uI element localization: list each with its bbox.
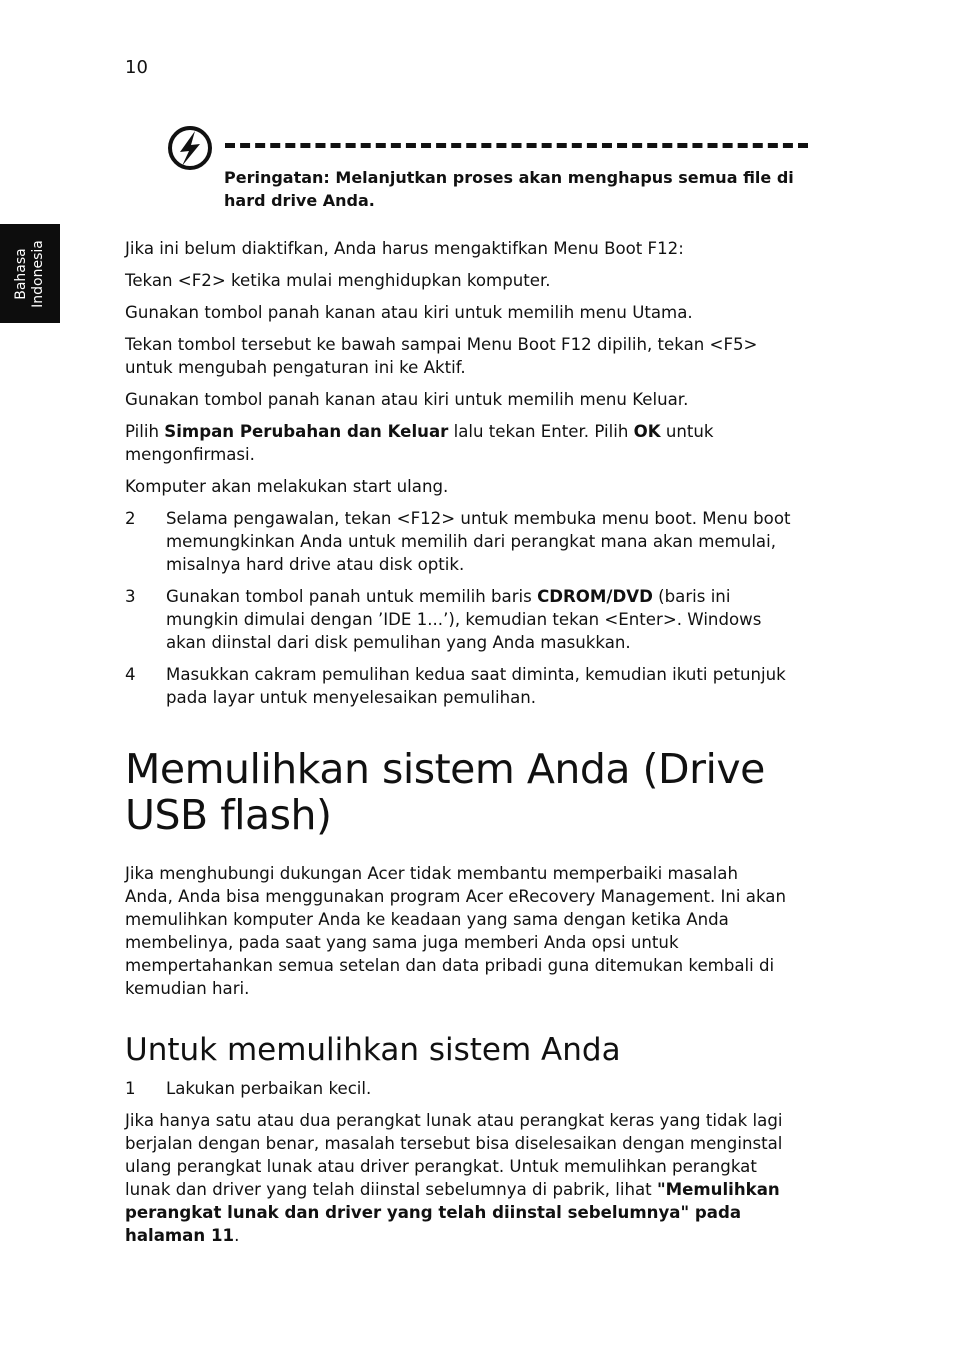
- language-side-tab-label: Bahasa Indonesia: [13, 240, 46, 308]
- cross-reference-link[interactable]: "Memulihkan: [656, 1180, 780, 1199]
- intro-paragraph: Jika ini belum diaktifkan, Anda harus mengaktifkan Menu Boot F12:: [125, 239, 684, 258]
- lightning-warning-icon: [167, 125, 213, 171]
- warning-text: Peringatan: Melanjutkan proses akan menghapus semua file di hard drive Anda.: [224, 168, 794, 210]
- subsection-heading: Untuk memulihkan sistem Anda: [125, 1032, 621, 1068]
- final-paragraph: Jika hanya satu atau dua perangkat lunak atau perangkat keras yang tidak lagi berjalan dengan benar, masalah tersebut bisa diselesaikan dengan menginstal ulang perangkat lunak atau driver perangkat. Untuk memulihkan perangkat lunak dan driver yang telah diinstal sebelumnya di pabrik, lihat "Memulihkan perangkat lunak dan driver yang telah diinstal sebelumnya" pada halaman 11.: [125, 1111, 783, 1245]
- intro-paragraph: Pilih Simpan Perubahan dan Keluar lalu tekan Enter. Pilih OK untuk mengonfirmasi.: [125, 422, 714, 464]
- intro-paragraph: Gunakan tombol panah kanan atau kiri untuk memilih menu Keluar.: [125, 390, 689, 409]
- warning-divider: [225, 143, 808, 148]
- intro-paragraph: Komputer akan melakukan start ulang.: [125, 477, 449, 496]
- language-side-tab: [0, 224, 60, 323]
- numbered-step: 2 Selama pengawalan, tekan <F12> untuk membuka menu boot. Menu boot memungkinkan Anda untuk memilih dari perangkat mana akan memulai, misalnya hard drive atau disk optik.: [125, 509, 791, 574]
- cross-reference-link[interactable]: perangkat lunak dan driver yang telah diinstal sebelumnya" pada halaman 11: [125, 1203, 742, 1245]
- main-content: [125, 237, 815, 1256]
- numbered-step: 3 Gunakan tombol panah untuk memilih baris CDROM/DVD (baris ini mungkin dimulai dengan ’IDE 1...’), kemudian tekan <Enter>. Windows akan diinstal dari disk pemulihan yang Anda masukkan.: [125, 587, 762, 652]
- intro-paragraph: Gunakan tombol panah kanan atau kiri untuk memilih menu Utama.: [125, 303, 693, 322]
- section-heading: Memulihkan sistem Anda (Drive USB flash): [125, 745, 765, 839]
- numbered-step: 1 Lakukan perbaikan kecil.: [125, 1079, 372, 1098]
- numbered-step: 4 Masukkan cakram pemulihan kedua saat diminta, kemudian ikuti petunjuk pada layar untuk menyelesaikan pemulihan.: [125, 665, 786, 707]
- page-number: 10: [125, 57, 148, 78]
- intro-paragraph: Tekan <F2> ketika mulai menghidupkan komputer.: [125, 271, 551, 290]
- intro-paragraph: Tekan tombol tersebut ke bawah sampai Menu Boot F12 dipilih, tekan <F5> untuk mengubah pengaturan ini ke Aktif.: [125, 335, 758, 377]
- section-paragraph: Jika menghubungi dukungan Acer tidak membantu memperbaiki masalah Anda, Anda bisa menggunakan program Acer eRecovery Management. Ini akan memulihkan komputer Anda ke keadaan yang sama dengan ketika Anda membelinya, pada saat yang sama juga memberi Anda opsi untuk mempertahankan semua setelan dan data pribadi guna ditemukan kembali di kemudian hari.: [125, 864, 786, 998]
